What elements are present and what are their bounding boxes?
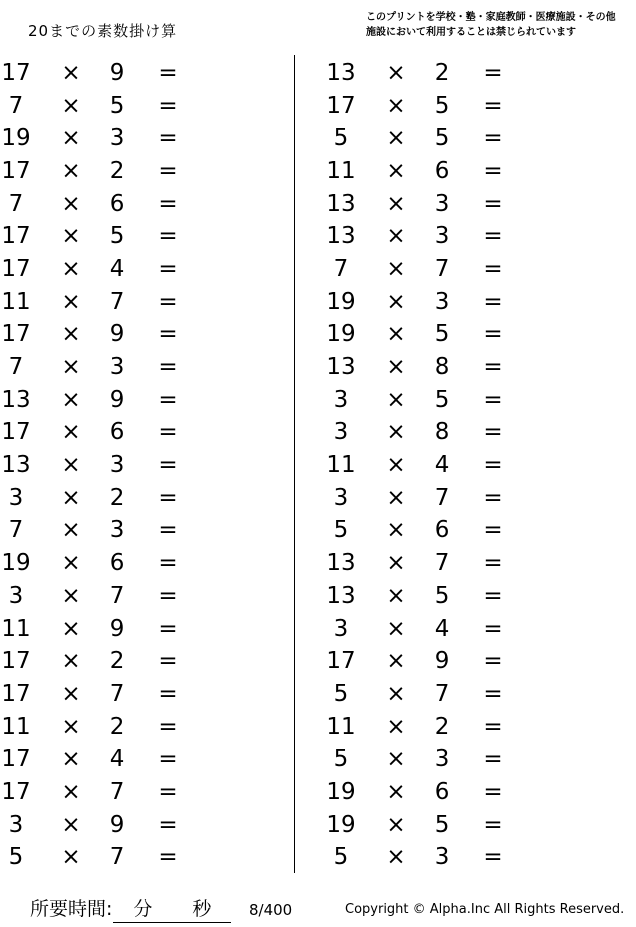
problem-row — [0, 515, 212, 548]
problem-row — [325, 645, 537, 678]
problem-row — [325, 253, 537, 286]
problem-row — [325, 809, 537, 842]
operand-b: 5 — [109, 92, 125, 119]
problem-row — [0, 743, 212, 776]
problem-row — [325, 678, 537, 711]
operand-a: 5 — [333, 680, 349, 707]
operand-a: 3 — [333, 484, 349, 511]
equals-sign: = — [158, 321, 178, 348]
problem-row — [0, 482, 212, 515]
operand-b: 5 — [434, 386, 450, 413]
operand-a: 13 — [326, 190, 356, 217]
page-counter: 8/400 — [249, 901, 293, 919]
operand-a: 17 — [1, 680, 31, 707]
equals-sign: = — [483, 484, 503, 511]
operand-a: 7 — [8, 517, 24, 544]
multiply-sign: × — [61, 255, 81, 282]
operand-a: 3 — [333, 386, 349, 413]
operand-a: 11 — [326, 713, 356, 740]
operand-a: 19 — [326, 778, 356, 805]
problem-row — [0, 220, 212, 253]
multiply-sign: × — [386, 288, 406, 315]
equals-sign: = — [483, 157, 503, 184]
operand-a: 5 — [333, 746, 349, 773]
problem-row — [0, 188, 212, 221]
equals-sign: = — [483, 680, 503, 707]
operand-a: 17 — [1, 778, 31, 805]
operand-a: 17 — [326, 92, 356, 119]
multiply-sign: × — [61, 517, 81, 544]
problem-row — [0, 286, 212, 319]
multiply-sign: × — [386, 386, 406, 413]
usage-notice-line2: 施設において利用することは禁じられています — [366, 27, 576, 38]
multiply-sign: × — [386, 92, 406, 119]
multiply-sign: × — [386, 582, 406, 609]
operand-b: 5 — [434, 92, 450, 119]
operand-b: 2 — [434, 713, 450, 740]
problem-row — [325, 384, 537, 417]
operand-a: 5 — [333, 125, 349, 152]
multiply-sign: × — [61, 550, 81, 577]
operand-b: 9 — [109, 811, 125, 838]
operand-b: 4 — [109, 746, 125, 773]
operand-a: 5 — [333, 517, 349, 544]
equals-sign: = — [158, 288, 178, 315]
operand-b: 4 — [109, 255, 125, 282]
problems-left-column — [0, 57, 212, 874]
operand-a: 3 — [333, 615, 349, 642]
operand-b: 3 — [434, 288, 450, 315]
problem-row — [0, 449, 212, 482]
equals-sign: = — [483, 713, 503, 740]
multiply-sign: × — [386, 550, 406, 577]
operand-b: 7 — [109, 844, 125, 871]
operand-b: 7 — [434, 255, 450, 282]
operand-a: 7 — [8, 190, 24, 217]
equals-sign: = — [483, 354, 503, 381]
multiply-sign: × — [386, 452, 406, 479]
operand-b: 5 — [109, 223, 125, 250]
equals-sign: = — [483, 59, 503, 86]
operand-a: 17 — [1, 157, 31, 184]
problem-row — [0, 547, 212, 580]
operand-a: 13 — [326, 59, 356, 86]
problem-row — [0, 253, 212, 286]
equals-sign: = — [158, 680, 178, 707]
multiply-sign: × — [61, 484, 81, 511]
equals-sign: = — [483, 125, 503, 152]
equals-sign: = — [483, 452, 503, 479]
equals-sign: = — [483, 190, 503, 217]
multiply-sign: × — [61, 386, 81, 413]
problem-row — [325, 319, 537, 352]
equals-sign: = — [483, 223, 503, 250]
operand-b: 3 — [109, 517, 125, 544]
problem-row — [325, 515, 537, 548]
operand-a: 13 — [326, 582, 356, 609]
operand-b: 9 — [109, 59, 125, 86]
problem-row — [325, 417, 537, 450]
problem-row — [0, 613, 212, 646]
problem-row — [0, 384, 212, 417]
multiply-sign: × — [386, 615, 406, 642]
operand-a: 13 — [1, 452, 31, 479]
seconds-label: 秒 — [192, 898, 212, 920]
operand-a: 17 — [1, 223, 31, 250]
problem-row — [0, 645, 212, 678]
problem-row — [0, 122, 212, 155]
multiply-sign: × — [386, 59, 406, 86]
operand-b: 3 — [109, 354, 125, 381]
multiply-sign: × — [386, 157, 406, 184]
page-title: 20までの素数掛け算 — [28, 22, 178, 40]
equals-sign: = — [158, 157, 178, 184]
column-divider — [294, 55, 295, 873]
operand-b: 3 — [109, 125, 125, 152]
equals-sign: = — [158, 615, 178, 642]
problem-row — [325, 580, 537, 613]
equals-sign: = — [483, 844, 503, 871]
operand-a: 13 — [326, 550, 356, 577]
equals-sign: = — [483, 648, 503, 675]
equals-sign: = — [483, 419, 503, 446]
equals-sign: = — [158, 59, 178, 86]
operand-a: 17 — [1, 648, 31, 675]
operand-b: 7 — [109, 778, 125, 805]
operand-b: 2 — [434, 59, 450, 86]
equals-sign: = — [483, 517, 503, 544]
operand-b: 3 — [434, 844, 450, 871]
multiply-sign: × — [386, 223, 406, 250]
multiply-sign: × — [386, 321, 406, 348]
time-label: 所要時間: — [30, 898, 113, 920]
equals-sign: = — [158, 92, 178, 119]
equals-sign: = — [158, 550, 178, 577]
multiply-sign: × — [61, 648, 81, 675]
multiply-sign: × — [61, 223, 81, 250]
operand-a: 13 — [326, 223, 356, 250]
equals-sign: = — [483, 321, 503, 348]
equals-sign: = — [483, 386, 503, 413]
problem-row — [325, 220, 537, 253]
operand-a: 11 — [1, 288, 31, 315]
operand-a: 3 — [8, 811, 24, 838]
operand-a: 17 — [1, 321, 31, 348]
operand-a: 3 — [8, 484, 24, 511]
multiply-sign: × — [61, 419, 81, 446]
operand-a: 11 — [326, 452, 356, 479]
operand-a: 19 — [326, 811, 356, 838]
operand-b: 5 — [434, 582, 450, 609]
operand-a: 7 — [8, 92, 24, 119]
multiply-sign: × — [61, 680, 81, 707]
multiply-sign: × — [61, 190, 81, 217]
copyright-text: Copyright © Alpha.Inc All Rights Reserved. — [345, 902, 625, 917]
problem-row — [325, 547, 537, 580]
multiply-sign: × — [386, 811, 406, 838]
multiply-sign: × — [61, 778, 81, 805]
multiply-sign: × — [386, 517, 406, 544]
operand-b: 7 — [434, 680, 450, 707]
required-time-field — [30, 894, 231, 923]
operand-a: 13 — [1, 386, 31, 413]
problem-row — [0, 678, 212, 711]
operand-a: 19 — [1, 125, 31, 152]
problems-right-column — [325, 57, 537, 874]
operand-a: 7 — [8, 354, 24, 381]
multiply-sign: × — [61, 811, 81, 838]
multiply-sign: × — [61, 844, 81, 871]
multiply-sign: × — [61, 354, 81, 381]
operand-b: 3 — [434, 223, 450, 250]
multiply-sign: × — [386, 844, 406, 871]
operand-a: 5 — [333, 844, 349, 871]
operand-a: 11 — [1, 615, 31, 642]
problem-row — [0, 776, 212, 809]
problem-row — [325, 155, 537, 188]
problem-row — [0, 155, 212, 188]
equals-sign: = — [483, 778, 503, 805]
operand-b: 8 — [434, 354, 450, 381]
problem-row — [325, 449, 537, 482]
operand-a: 5 — [8, 844, 24, 871]
equals-sign: = — [158, 517, 178, 544]
minutes-label: 分 — [133, 898, 153, 920]
operand-a: 11 — [326, 157, 356, 184]
operand-b: 9 — [109, 321, 125, 348]
multiply-sign: × — [61, 288, 81, 315]
problem-row — [325, 842, 537, 875]
equals-sign: = — [483, 92, 503, 119]
operand-b: 7 — [434, 550, 450, 577]
equals-sign: = — [158, 746, 178, 773]
operand-a: 13 — [326, 354, 356, 381]
operand-b: 3 — [434, 190, 450, 217]
equals-sign: = — [483, 288, 503, 315]
multiply-sign: × — [386, 255, 406, 282]
operand-b: 5 — [434, 125, 450, 152]
operand-b: 2 — [109, 157, 125, 184]
operand-b: 9 — [434, 648, 450, 675]
equals-sign: = — [158, 582, 178, 609]
operand-b: 5 — [434, 811, 450, 838]
problem-row — [0, 319, 212, 352]
operand-a: 17 — [1, 746, 31, 773]
operand-b: 6 — [434, 517, 450, 544]
equals-sign: = — [158, 648, 178, 675]
multiply-sign: × — [386, 419, 406, 446]
problem-row — [325, 711, 537, 744]
operand-a: 19 — [326, 288, 356, 315]
operand-b: 2 — [109, 484, 125, 511]
problem-row — [325, 482, 537, 515]
problem-row — [0, 809, 212, 842]
operand-b: 8 — [434, 419, 450, 446]
equals-sign: = — [158, 190, 178, 217]
multiply-sign: × — [61, 92, 81, 119]
equals-sign: = — [158, 484, 178, 511]
equals-sign: = — [158, 713, 178, 740]
operand-b: 6 — [434, 778, 450, 805]
multiply-sign: × — [386, 746, 406, 773]
equals-sign: = — [158, 386, 178, 413]
operand-b: 3 — [434, 746, 450, 773]
operand-a: 17 — [1, 255, 31, 282]
operand-b: 6 — [109, 190, 125, 217]
equals-sign: = — [483, 255, 503, 282]
equals-sign: = — [158, 419, 178, 446]
operand-b: 9 — [109, 386, 125, 413]
usage-notice — [366, 10, 634, 40]
equals-sign: = — [158, 778, 178, 805]
problem-row — [325, 57, 537, 90]
multiply-sign: × — [386, 778, 406, 805]
problem-row — [0, 57, 212, 90]
operand-b: 4 — [434, 615, 450, 642]
multiply-sign: × — [61, 615, 81, 642]
operand-b: 7 — [109, 680, 125, 707]
problem-row — [325, 613, 537, 646]
operand-a: 11 — [1, 713, 31, 740]
operand-b: 3 — [109, 452, 125, 479]
operand-a: 19 — [326, 321, 356, 348]
multiply-sign: × — [386, 680, 406, 707]
equals-sign: = — [158, 844, 178, 871]
multiply-sign: × — [61, 713, 81, 740]
problem-row — [0, 580, 212, 613]
problem-row — [0, 711, 212, 744]
operand-b: 9 — [109, 615, 125, 642]
operand-b: 2 — [109, 713, 125, 740]
problem-row — [325, 90, 537, 123]
problem-row — [325, 351, 537, 384]
multiply-sign: × — [386, 354, 406, 381]
multiply-sign: × — [61, 452, 81, 479]
operand-b: 6 — [109, 550, 125, 577]
multiply-sign: × — [61, 59, 81, 86]
operand-b: 7 — [434, 484, 450, 511]
problem-row — [0, 351, 212, 384]
equals-sign: = — [483, 582, 503, 609]
equals-sign: = — [158, 452, 178, 479]
time-blank-line — [113, 894, 231, 923]
problem-row — [325, 286, 537, 319]
multiply-sign: × — [61, 321, 81, 348]
equals-sign: = — [158, 125, 178, 152]
multiply-sign: × — [386, 484, 406, 511]
equals-sign: = — [483, 746, 503, 773]
multiply-sign: × — [61, 157, 81, 184]
operand-a: 17 — [1, 59, 31, 86]
multiply-sign: × — [61, 125, 81, 152]
equals-sign: = — [158, 354, 178, 381]
operand-a: 17 — [1, 419, 31, 446]
operand-b: 7 — [109, 582, 125, 609]
equals-sign: = — [483, 550, 503, 577]
problem-row — [0, 417, 212, 450]
operand-b: 6 — [109, 419, 125, 446]
multiply-sign: × — [386, 713, 406, 740]
operand-a: 3 — [333, 419, 349, 446]
multiply-sign: × — [386, 190, 406, 217]
problem-row — [0, 842, 212, 875]
problem-row — [0, 90, 212, 123]
problem-row — [325, 776, 537, 809]
operand-a: 3 — [8, 582, 24, 609]
operand-b: 7 — [109, 288, 125, 315]
operand-b: 2 — [109, 648, 125, 675]
problem-row — [325, 743, 537, 776]
operand-a: 7 — [333, 255, 349, 282]
equals-sign: = — [158, 223, 178, 250]
operand-b: 5 — [434, 321, 450, 348]
problem-row — [325, 122, 537, 155]
multiply-sign: × — [386, 648, 406, 675]
equals-sign: = — [483, 811, 503, 838]
equals-sign: = — [483, 615, 503, 642]
multiply-sign: × — [386, 125, 406, 152]
usage-notice-line1: このプリントを学校・塾・家庭教師・医療施設・その他 — [366, 12, 616, 23]
equals-sign: = — [158, 811, 178, 838]
multiply-sign: × — [61, 746, 81, 773]
multiply-sign: × — [61, 582, 81, 609]
operand-b: 6 — [434, 157, 450, 184]
operand-a: 19 — [1, 550, 31, 577]
problem-row — [325, 188, 537, 221]
operand-a: 17 — [326, 648, 356, 675]
operand-b: 4 — [434, 452, 450, 479]
equals-sign: = — [158, 255, 178, 282]
